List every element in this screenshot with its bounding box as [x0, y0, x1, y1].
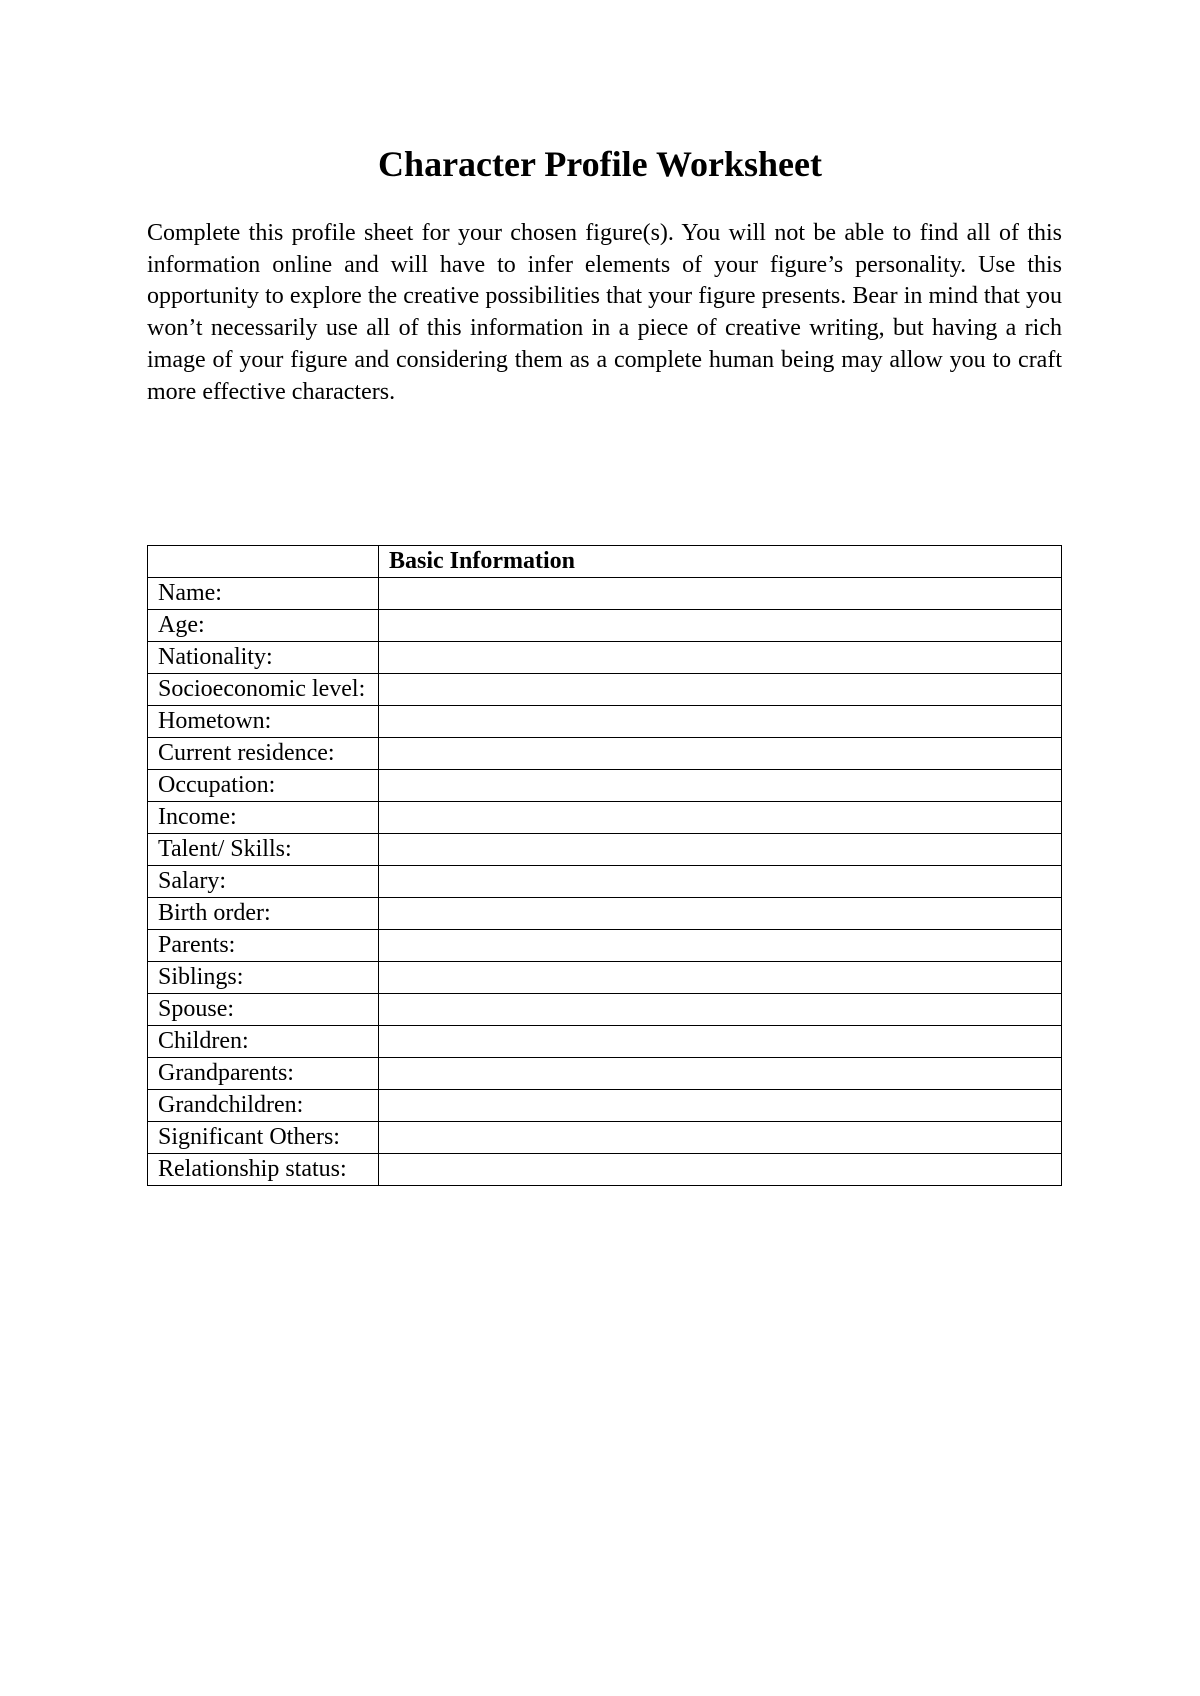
field-value-cell[interactable] — [379, 738, 1062, 770]
field-value-cell[interactable] — [379, 642, 1062, 674]
table-row — [148, 578, 1062, 610]
field-value-cell[interactable] — [379, 1122, 1062, 1154]
field-value-cell[interactable] — [379, 930, 1062, 962]
table-row — [148, 930, 1062, 962]
field-label: Socioeconomic level: — [148, 674, 379, 706]
table-header-row — [148, 546, 1062, 578]
field-label: Children: — [148, 1026, 379, 1058]
field-label: Nationality: — [148, 642, 379, 674]
field-label: Parents: — [148, 930, 379, 962]
field-label: Age: — [148, 610, 379, 642]
table-row — [148, 738, 1062, 770]
field-label: Grandparents: — [148, 1058, 379, 1090]
field-label: Spouse: — [148, 994, 379, 1026]
field-value-cell[interactable] — [379, 834, 1062, 866]
table-row — [148, 1154, 1062, 1186]
intro-paragraph: Complete this profile sheet for your chosen figure(s). You will not be able to find all of this information online and will have to infer elements of your figure’s personality. Use this opportunity to explore the creative possibilities that your figure presents. Bear in mind that you won’t necessarily use all of this information in a piece of creative writing, but having a rich image of your figure and considering them as a complete human being may allow you to craft more effective characters. — [147, 220, 1062, 405]
field-value-cell[interactable] — [379, 1026, 1062, 1058]
table-row — [148, 1026, 1062, 1058]
field-value-cell[interactable] — [379, 1058, 1062, 1090]
field-label: Significant Others: — [148, 1122, 379, 1154]
field-value-cell[interactable] — [379, 674, 1062, 706]
field-value-cell[interactable] — [379, 994, 1062, 1026]
field-label: Current residence: — [148, 738, 379, 770]
table-row — [148, 770, 1062, 802]
field-label: Income: — [148, 802, 379, 834]
table-row — [148, 802, 1062, 834]
table-row — [148, 834, 1062, 866]
table-row — [148, 642, 1062, 674]
field-label: Grandchildren: — [148, 1090, 379, 1122]
table-row — [148, 674, 1062, 706]
table-row — [148, 994, 1062, 1026]
table-row — [148, 610, 1062, 642]
field-value-cell[interactable] — [379, 706, 1062, 738]
table-row — [148, 866, 1062, 898]
field-label: Siblings: — [148, 962, 379, 994]
field-label: Name: — [148, 578, 379, 610]
page-title: Character Profile Worksheet — [378, 144, 822, 184]
field-value-cell[interactable] — [379, 1154, 1062, 1186]
table-row — [148, 1122, 1062, 1154]
field-label: Hometown: — [148, 706, 379, 738]
table-row — [148, 706, 1062, 738]
field-value-cell[interactable] — [379, 578, 1062, 610]
table-row — [148, 962, 1062, 994]
field-value-cell[interactable] — [379, 802, 1062, 834]
field-label: Salary: — [148, 866, 379, 898]
table-row — [148, 1058, 1062, 1090]
table-header-label-cell — [148, 546, 379, 578]
table-row — [148, 898, 1062, 930]
table-row — [148, 1090, 1062, 1122]
field-value-cell[interactable] — [379, 770, 1062, 802]
field-value-cell[interactable] — [379, 610, 1062, 642]
field-value-cell[interactable] — [379, 1090, 1062, 1122]
table-header-title: Basic Information — [379, 546, 1062, 578]
field-label: Occupation: — [148, 770, 379, 802]
field-label: Talent/ Skills: — [148, 834, 379, 866]
basic-information-table — [147, 545, 1062, 1186]
field-label: Relationship status: — [148, 1154, 379, 1186]
basic-information-table-body — [148, 546, 1062, 1186]
field-value-cell[interactable] — [379, 866, 1062, 898]
field-value-cell[interactable] — [379, 898, 1062, 930]
field-label: Birth order: — [148, 898, 379, 930]
field-value-cell[interactable] — [379, 962, 1062, 994]
